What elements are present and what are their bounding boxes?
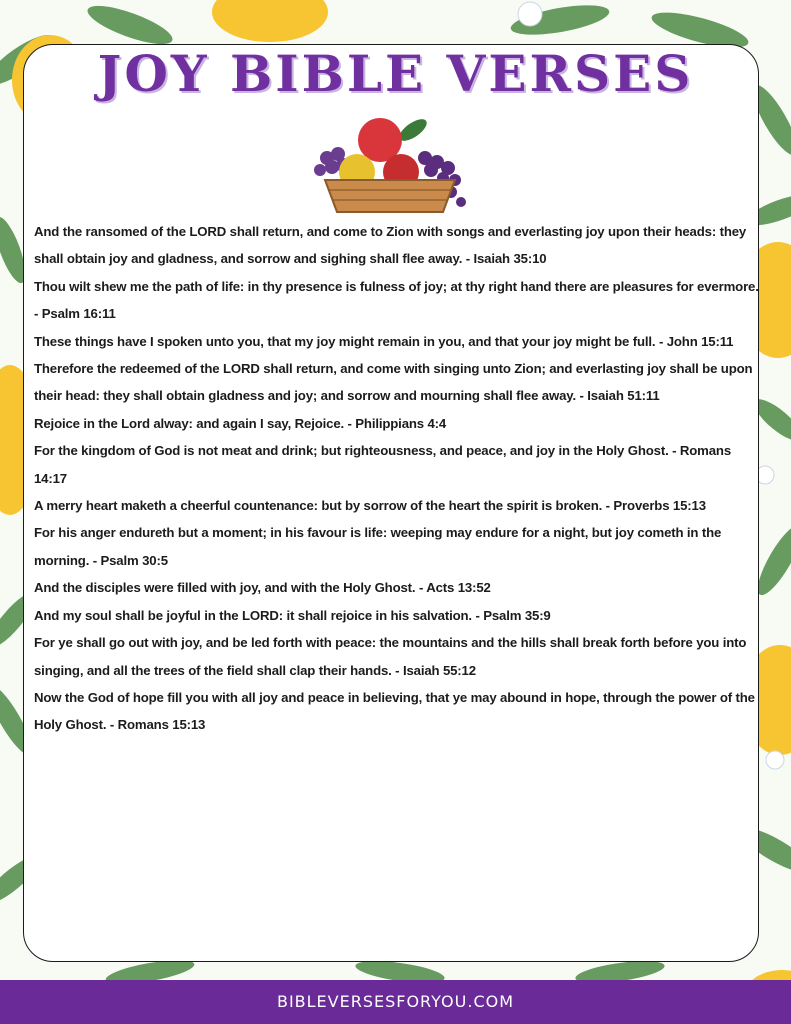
verse-item: And my soul shall be joyful in the LORD: it shall rejoice in his salvation. - Psalm 35:9: [34, 607, 551, 623]
verse-item: Therefore the redeemed of the LORD shall return, and come with singing unto Zion; and everlasting joy shall be upon their head: they shall obtain gladness and joy; and sorrow and mourning shall flee away. - Isaiah 51:11: [34, 361, 753, 404]
verse-item: A merry heart maketh a cheerful countenance: but by sorrow of the heart the spirit is broken. - Proverbs 15:13: [34, 498, 706, 514]
verse-item: Now the God of hope fill you with all joy and peace in believing, that ye may abound in hope, through the power of the Holy Ghost. - Romans 15:13: [34, 689, 755, 733]
basket-body: [325, 180, 455, 212]
verse-list: [34, 218, 764, 739]
verse-item: For the kingdom of God is not meat and drink; but righteousness, and peace, and joy in the Holy Ghost. - Romans 14:17: [34, 443, 732, 486]
verse-item: These things have I spoken unto you, that my joy might remain in you, and that your joy might be full. - John 15:11: [34, 333, 734, 349]
verse-item: For his anger endureth but a moment; in his favour is life: weeping may endure for a night, but joy cometh in the morning. - Psalm 30:5: [34, 525, 722, 568]
verse-item: For ye shall go out with joy, and be led forth with peace: the mountains and the hills shall break forth before you into singing, and all the trees of the field shall clap their hands. - Isaiah 55:12: [34, 635, 747, 678]
verse-item: And the disciples were filled with joy, and with the Holy Ghost. - Acts 13:52: [34, 580, 491, 596]
verse-item: Rejoice in the Lord alway: and again I say, Rejoice. - Philippians 4:4: [34, 415, 447, 431]
verse-item: And the ransomed of the LORD shall return, and come to Zion with songs and everlasting joy upon their heads: they shall obtain joy and gladness, and sorrow and sighing shall flee away. - Isaiah 35:10: [34, 224, 747, 267]
website-footer: BIBLEVERSESFORYOU.COM: [0, 980, 791, 1024]
page-title: JOY BIBLE VERSES: [97, 44, 694, 103]
verse-item: Thou wilt shew me the path of life: in thy presence is fulness of joy; at thy right hand there are pleasures for evermore. - Psalm 16:11: [34, 278, 759, 322]
fruit-basket-illustration: [305, 110, 475, 218]
